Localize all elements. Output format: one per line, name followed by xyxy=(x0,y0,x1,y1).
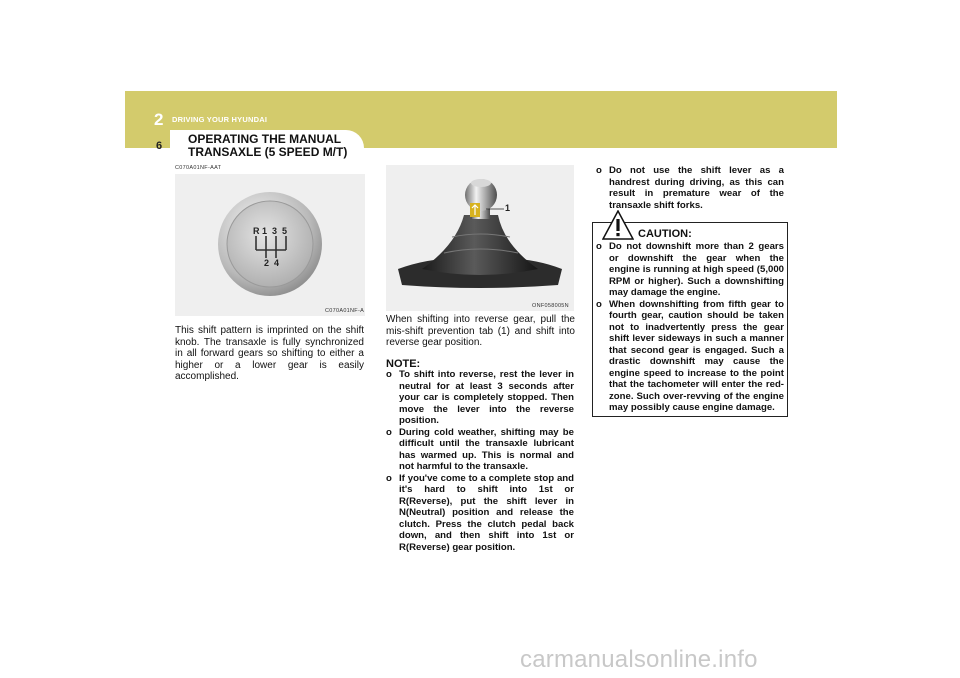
figure2-code: ONF058005N xyxy=(532,303,569,309)
section-code: C070A01NF-AAT xyxy=(175,165,222,171)
warning-triangle-icon xyxy=(602,210,634,240)
shift-pattern-description: This shift pattern is imprinted on the shift knob. The transaxle is fully synchronized in all forward gears so shifting to either a higher or a lower gear is easily accomplished. xyxy=(175,325,364,382)
list-item: o Do not use the shift lever as a handrest during driving, as this can result in premature wear of the transaxle shift forks. xyxy=(596,165,784,211)
handrest-warning-list xyxy=(596,165,784,211)
reverse-gear-description: When shifting into reverse gear, pull the mis-shift prevention tab (1) and shift into reverse gear position. xyxy=(386,314,575,348)
caution-heading: CAUTION: xyxy=(638,228,692,240)
shift-pattern-figure xyxy=(175,174,365,316)
gear-labels-top: R 1 3 5 xyxy=(253,226,288,236)
chapter-number: 2 xyxy=(154,110,164,129)
caution-list xyxy=(596,241,784,414)
section-title: OPERATING THE MANUAL TRANSAXLE (5 SPEED M/T) xyxy=(188,132,348,159)
page-number: 6 xyxy=(156,140,163,152)
shift-lever-figure xyxy=(386,165,574,311)
list-item: o When downshifting from fifth gear to fourth gear, caution should be taken not to inadvertently press the gear shift lever sideways in such a manner that second gear is engaged. Such a drastic downshift may cause the engine speed to increase to the point that the tachometer will enter the red-zone. Such over-revving of the engine may possibly cause engine damage. xyxy=(596,299,784,414)
shift-lever-illustration xyxy=(386,165,574,311)
callout-number: 1 xyxy=(505,203,511,213)
note-heading: NOTE: xyxy=(386,358,421,370)
list-item: o During cold weather, shifting may be difficult until the transaxle lubricant has warmed up. This is normal and not harmful to the transaxle. xyxy=(386,427,574,473)
list-item: o To shift into reverse, rest the lever in neutral for at least 3 seconds after your car is completely stopped. Then move the lever into the reverse position. xyxy=(386,369,574,427)
gear-labels-bottom: 2 4 xyxy=(264,258,280,268)
chapter-title: DRIVING YOUR HYUNDAI xyxy=(172,115,268,124)
note-list xyxy=(386,369,574,553)
list-item: o If you've come to a complete stop and it's hard to shift into 1st or R(Reverse), put the shift lever in N(Neutral) position and release the clutch. Press the clutch pedal back down, and then shift into 1st or R(Reverse) gear position. xyxy=(386,473,574,554)
figure1-code: C070A01NF-A xyxy=(325,308,365,314)
list-item: o Do not downshift more than 2 gears or downshift the gear when the engine is running at high speed (5,000 RPM or higher). Such a downshifting may damage the engine. xyxy=(596,241,784,299)
watermark: carmanualsonline.info xyxy=(520,646,758,673)
shift-knob-illustration xyxy=(175,174,365,316)
